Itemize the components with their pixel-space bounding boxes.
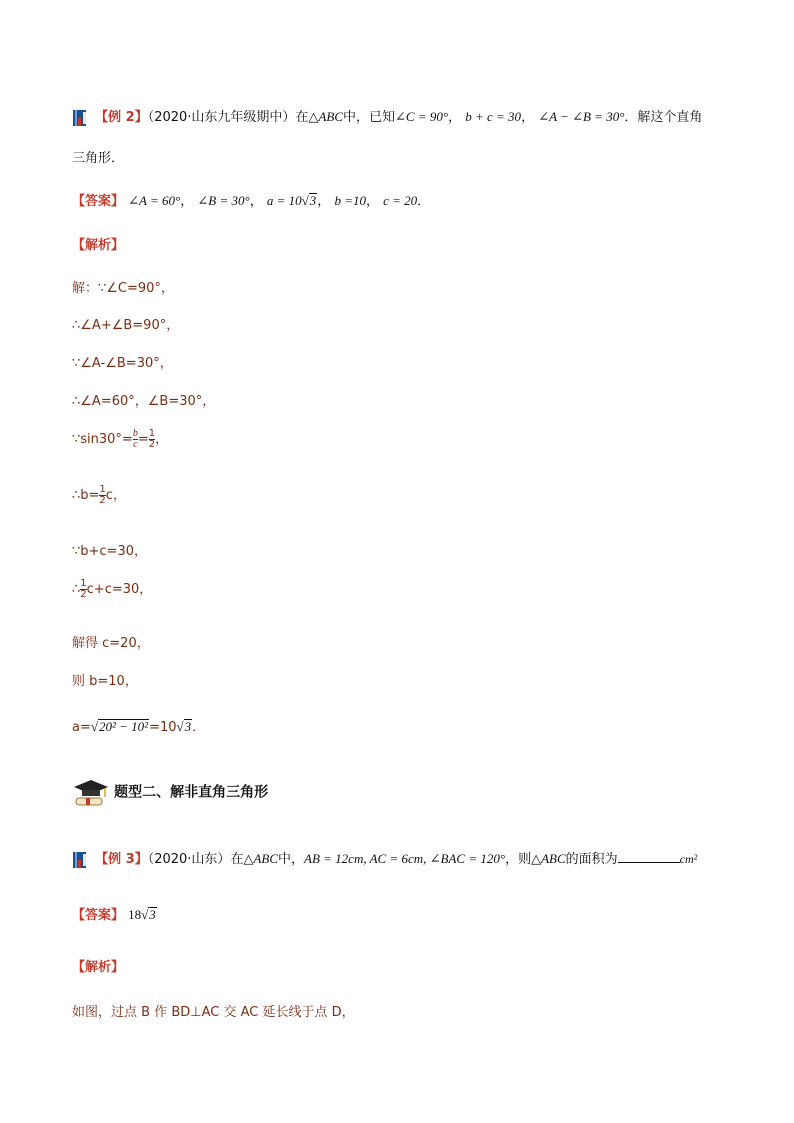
sep: ， <box>521 110 535 125</box>
analysis1-label: 【解析】 <box>72 238 125 253</box>
example3-conditions: AB = 12cm, AC = 6cm, ∠BAC = 120° <box>304 851 506 866</box>
answer2 <box>72 904 157 923</box>
example3-text-pre: 在 <box>230 852 244 867</box>
answer2-label: 【答案】 <box>72 908 125 923</box>
c-text: c， <box>105 488 126 503</box>
analysis1-line1: 解：∵∠C=90°， <box>72 281 174 296</box>
example2-cond1: ∠C = 90° <box>395 109 449 124</box>
period: ． <box>192 720 206 735</box>
radicand: 3 <box>184 719 192 734</box>
answer1-radicand: 3 <box>309 193 317 208</box>
example2-tag: 【例 2】 <box>95 110 148 125</box>
answer-blank[interactable] <box>618 851 680 863</box>
example3-line <box>72 848 697 869</box>
answer2-radicand: 3 <box>149 907 156 922</box>
analysis1-line8 <box>72 578 152 600</box>
sep: ， <box>365 194 379 209</box>
b-equals: ∴b= <box>72 488 100 503</box>
example3-triangle2: △ABC <box>531 851 566 866</box>
analysis1-line9: 解得 c=20， <box>72 636 150 651</box>
section2-title: 题型二、解非直角三角形 <box>114 784 269 801</box>
example3-text-area: 的面积为 <box>565 852 618 867</box>
denominator: 2 <box>99 495 106 506</box>
section2-header <box>72 778 268 808</box>
analysis1-line3: ∵∠A-∠B=30°， <box>72 356 173 371</box>
analysis1-line7: ∵b+c=30， <box>72 544 147 559</box>
equals-ten: =10 <box>149 720 177 735</box>
equals: = <box>137 432 149 447</box>
answer1-label: 【答案】 <box>72 194 125 209</box>
numerator: 1 <box>80 578 87 589</box>
analysis1-line6 <box>72 484 126 506</box>
example3-text-then: ，则 <box>505 852 532 867</box>
answer1-side-b: b =10 <box>334 193 366 208</box>
example3-tag: 【例 3】 <box>95 852 148 867</box>
example2-text-pre: 在 <box>295 110 309 125</box>
example2-cond3: ∠A − ∠B = 30° <box>538 109 625 124</box>
answer1 <box>72 190 430 209</box>
sqrt-sign: √ <box>301 193 309 208</box>
sqrt-sign: √ <box>90 719 98 734</box>
analysis1-line10: 则 b=10， <box>72 674 138 689</box>
analysis1-line5 <box>72 428 168 450</box>
sqrt-sign: √ <box>141 907 149 922</box>
numerator: b <box>132 428 138 439</box>
equation-text: c+c=30， <box>86 582 153 597</box>
denominator: 2 <box>148 439 156 450</box>
comma: ， <box>155 432 169 447</box>
example3-triangle: △ABC <box>243 851 279 866</box>
analysis1-line2: ∴∠A+∠B=90°， <box>72 318 180 333</box>
example2-source: （2020·山东九年级期中） <box>147 110 296 125</box>
analysis2-line1: 如图，过点 B 作 BD⊥AC 交 AC 延长线于点 D， <box>72 1005 355 1020</box>
example3-text-mid: 中， <box>278 852 305 867</box>
period: ． <box>417 194 431 209</box>
example3-source: （2020·山东） <box>147 852 231 867</box>
denominator: c <box>133 439 138 450</box>
example2-text-mid: 中，已知 <box>343 110 396 125</box>
example2-cond2: b + c = 30 <box>465 109 522 124</box>
radicand: 20² − 10² <box>99 719 149 734</box>
numerator: 1 <box>99 484 106 495</box>
sep: ， <box>448 110 462 125</box>
example2-text-end: ．解这个直角 <box>624 110 703 125</box>
example3-unit: cm² <box>679 852 698 866</box>
answer1-angle-a: ∠A = 60° <box>128 193 181 208</box>
denominator: 2 <box>80 589 87 600</box>
answer1-side-c: c = 20 <box>383 193 418 208</box>
answer2-value: 18 <box>128 907 142 922</box>
graduation-cap-icon <box>72 778 110 808</box>
sqrt-sign: √ <box>176 719 184 734</box>
answer1-angle-b: ∠B = 30° <box>197 193 250 208</box>
book-icon <box>72 851 88 869</box>
analysis1-line4: ∴∠A=60°，∠B=30°， <box>72 394 216 409</box>
a-equals: a= <box>72 720 91 735</box>
sep: ， <box>249 194 263 209</box>
example2-triangle: △ABC <box>308 109 344 124</box>
numerator: 1 <box>148 428 156 439</box>
answer1-side-a: a = 10 <box>266 193 302 208</box>
sep: ， <box>180 194 194 209</box>
sin-text: ∵sin30°= <box>72 432 133 447</box>
book-icon <box>72 109 88 127</box>
therefore: ∴ <box>72 582 81 597</box>
analysis2-label: 【解析】 <box>72 960 125 975</box>
example2-line1 <box>72 106 702 127</box>
analysis1-line11 <box>72 716 205 735</box>
sep: ， <box>317 194 331 209</box>
example2-line2: 三角形． <box>72 151 125 166</box>
